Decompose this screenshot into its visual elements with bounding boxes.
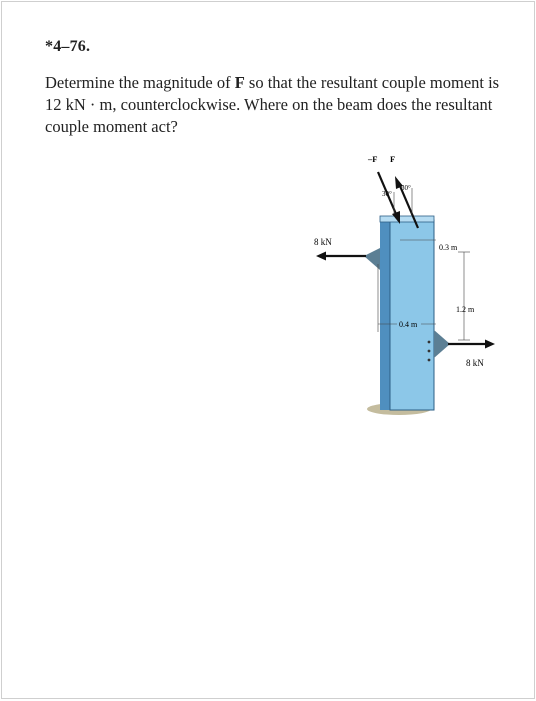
neg-f-label: –F xyxy=(368,154,378,164)
dim-04-label: 0.4 m xyxy=(399,320,418,329)
bolt xyxy=(428,341,431,344)
problem-text-part1: Determine the magnitude of xyxy=(45,73,235,92)
right-force-arrowhead xyxy=(485,340,495,349)
dim-03-label: 0.3 m xyxy=(439,243,458,252)
problem-text-bold-f: F xyxy=(234,73,245,92)
beam-diagram xyxy=(302,152,502,422)
f-label: F xyxy=(390,154,396,164)
page xyxy=(1,1,535,699)
angle-left-label: 30° xyxy=(382,190,392,198)
angle-right-label: 30° xyxy=(401,184,411,192)
problem-number: *4–76. xyxy=(45,38,91,55)
beam xyxy=(390,220,434,410)
beam-figure xyxy=(302,152,502,422)
left-force-label: 8 kN xyxy=(314,237,332,247)
bolt xyxy=(428,359,431,362)
problem-text-part2: so that the resultant couple moment is 12 kN · m, counterclockwise. Where on the beam does the resultant couple moment act? xyxy=(45,73,500,136)
left-bracket xyxy=(364,248,380,270)
right-force-label: 8 kN xyxy=(466,358,484,368)
beam-top xyxy=(380,216,434,222)
bolt xyxy=(428,350,431,353)
dim-12-label: 1.2 m xyxy=(456,305,475,314)
left-force-arrowhead xyxy=(316,252,326,261)
right-bracket xyxy=(434,330,450,358)
problem-statement xyxy=(45,72,505,138)
